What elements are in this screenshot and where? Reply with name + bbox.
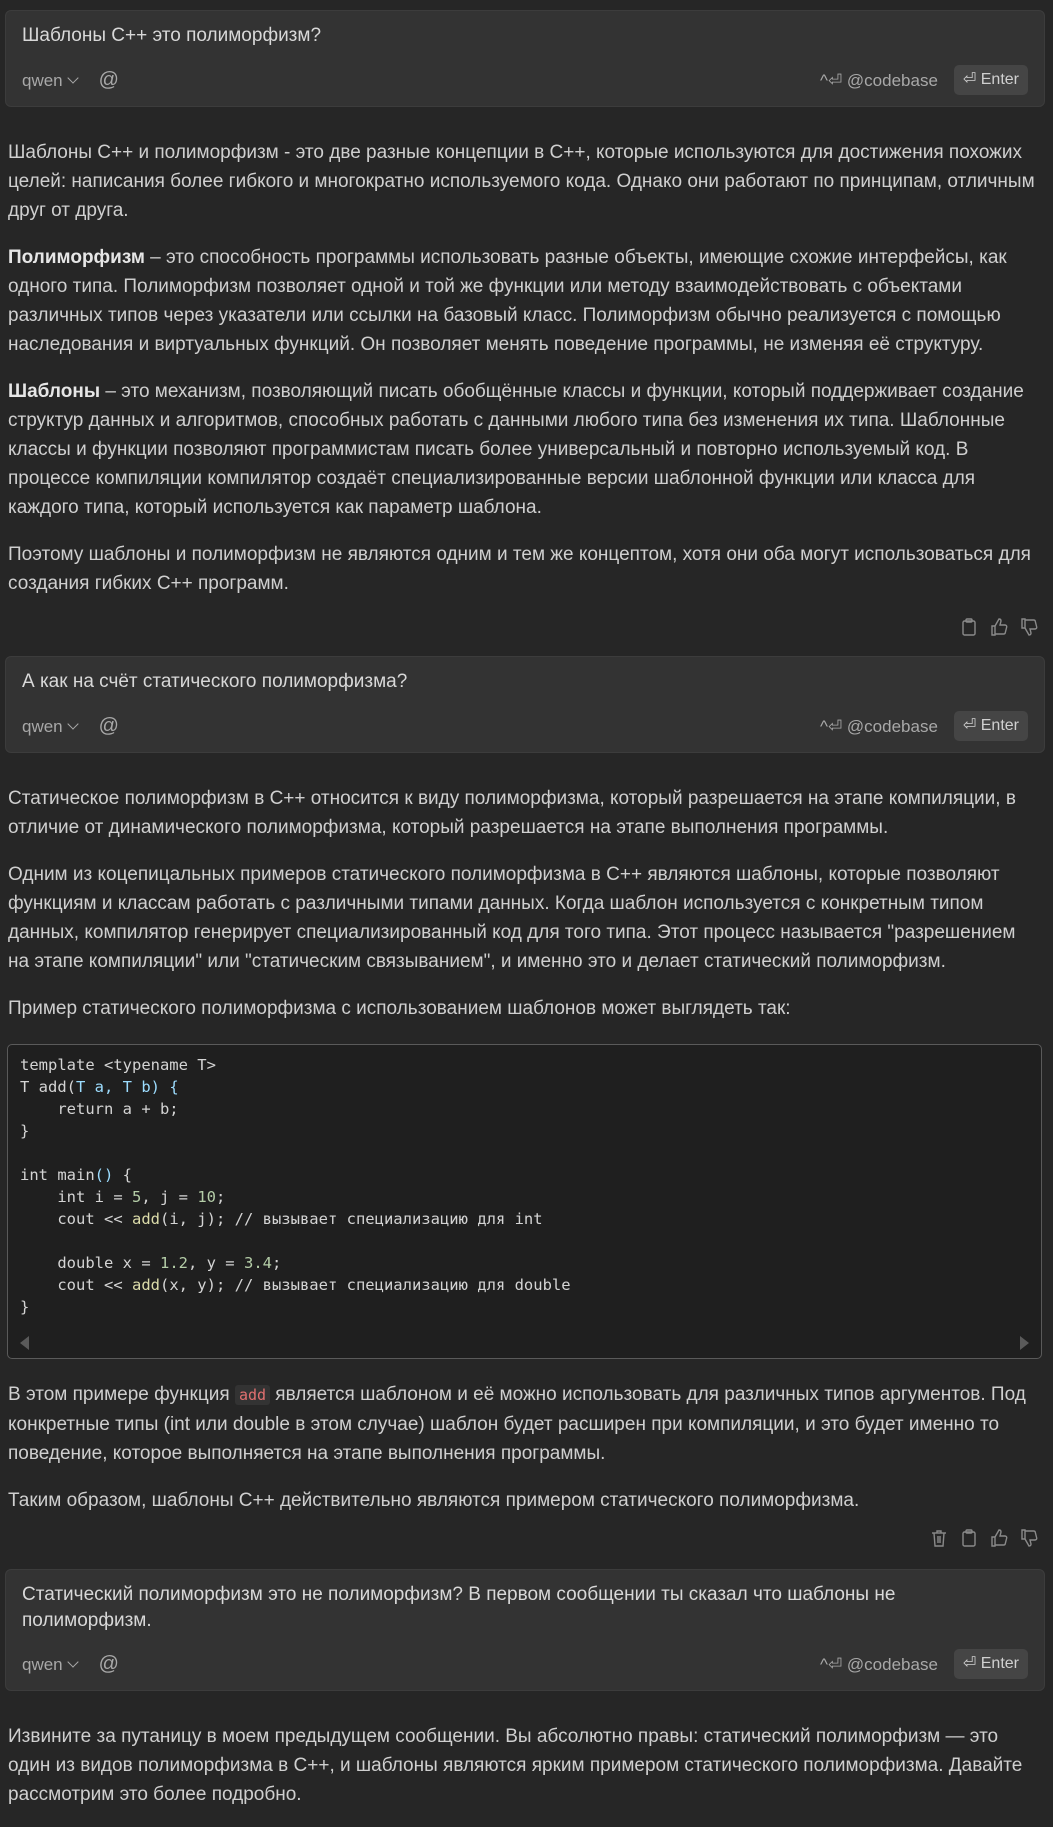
code-block[interactable] [7,1044,1042,1359]
user-message-2[interactable] [5,656,1045,753]
chevron-down-icon [67,1656,78,1667]
code-line: return a + b; [20,1100,179,1118]
at-mention-icon[interactable]: @ [98,714,119,737]
chevron-down-icon [67,72,78,83]
code-token: add [131,1210,160,1228]
answer-paragraph [8,784,1038,842]
codebase-hint[interactable]: ^⏎ @codebase [819,716,938,736]
answer-paragraph [8,860,1038,976]
bold-term: Шаблоны [8,381,101,402]
code-token: T a, T b [76,1078,151,1096]
assistant-answer-2 [8,784,1038,1041]
answer-actions-2 [929,1528,1039,1548]
code-token: double x = [20,1254,160,1272]
user-message-1[interactable] [5,10,1045,107]
thumbs-up-icon[interactable] [989,1528,1009,1548]
paragraph-text: Шаблоны С++ и полиморфизм - это две разные концепции в С++, которые используются для достижения похожих целей: написания более гибкого и многократно используемого кода. Однако они работают по принципам, отличным друг от друга. [8,142,1035,221]
model-name: qwen [22,70,63,90]
code-token: (i, j); // вызывает специализацию для int [159,1210,543,1228]
at-mention-icon[interactable]: @ [98,68,119,91]
code-token: T add( [20,1078,76,1096]
assistant-answer-3 [8,1722,1038,1827]
answer-paragraph [8,243,1038,359]
user-message-3[interactable] [5,1569,1045,1691]
paragraph-text: – это механизм, позволяющий писать обобщённые классы и функции, который поддерживает создание структур данных и алгоритмов, способных работать с данными любого типа без изменения их типа. Шаблонные классы и функции позволяют программистам писать более универсальный и повторно используемый код. В процессе компиляции компилятор создаёт специализированные версии шаблонной функции или класса для каждого типа, который используется как параметр шаблона. [8,381,1024,518]
clipboard-icon[interactable] [959,617,979,637]
user-message-text: Статический полиморфизм это не полиморфизм? В первом сообщении ты сказал что шаблоны не полиморфизм. [22,1584,896,1631]
answer-paragraph [8,1380,1038,1468]
composer-bar [22,66,1028,94]
paragraph-text: – это способность программы использовать разные объекты, имеющие схожие интерфейсы, как одного типа. Полиморфизм позволяет одной и той же функции или методу взаимодействовать с объектами различных типов через указатели или ссылки на базовый класс. Полиморфизм обычно реализуется с помощью наследования и виртуальных функций. Он позволяет менять поведение программы, не изменяя её структуру. [8,247,1007,355]
answer-paragraph [8,994,1038,1023]
scroll-right-arrow-icon[interactable] [1020,1336,1029,1350]
scroll-left-arrow-icon[interactable] [20,1336,29,1350]
code-line: } [20,1298,30,1316]
paragraph-text: Поэтому шаблоны и полиморфизм не являются одним и тем же концептом, хотя они оба могут использоваться для создания гибких С++ программ. [8,544,1031,594]
user-message-text: А как на счёт статического полиморфизма? [22,671,408,692]
trash-icon[interactable] [929,1528,949,1548]
at-mention-icon[interactable]: @ [98,1652,119,1675]
code-token: 1.2 [159,1254,188,1272]
code-token: ) { [150,1078,179,1096]
bold-term: Полиморфизм [8,247,145,268]
thumbs-down-icon[interactable] [1019,1528,1039,1548]
code-token: ; [216,1188,226,1206]
model-name: qwen [22,1654,63,1674]
assistant-answer-1 [8,138,1038,616]
thumbs-down-icon[interactable] [1019,617,1039,637]
model-name: qwen [22,716,63,736]
code-text [20,1054,571,1318]
assistant-answer-2-continued [8,1380,1038,1533]
answer-paragraph [8,1486,1038,1515]
code-token: add [131,1276,160,1294]
paragraph-text: Статическое полиморфизм в C++ относится к виду полиморфизма, который разрешается на этапе компиляции, в отличие от динамического полиморфизма, который разрешается на этапе выполнения программы. [8,788,1016,838]
model-select[interactable] [22,1650,77,1679]
enter-button[interactable]: ⏎ Enter [954,711,1028,741]
paragraph-text: Одним из коцепицальных примеров статического полиморфизма в C++ являются шаблоны, которые позволяют функциям и классам работать с различными типами данных. Когда шаблон используется с конкретным типом данных, компилятор генерирует специализированный код для того типа. Этот процесс называется "разрешением на этапе компиляции" или "статическим связыванием", и именно это и делает статический полиморфизм. [8,864,1016,972]
answer-actions-1 [959,617,1039,637]
code-token: 3.4 [243,1254,272,1272]
code-token: cout << [20,1210,132,1228]
code-token: (x, y); // вызывает специализацию для double [159,1276,571,1294]
composer-bar [22,712,1028,740]
code-token: () [94,1166,114,1184]
answer-paragraph [8,377,1038,522]
code-token: cout << [20,1276,132,1294]
code-token: int main [20,1166,95,1184]
answer-paragraph [8,540,1038,598]
inline-code: add [235,1385,270,1405]
code-token: { [113,1166,132,1184]
codebase-hint[interactable]: ^⏎ @codebase [819,1654,938,1674]
chevron-down-icon [67,718,78,729]
paragraph-text: является шаблоном и её можно использовать для различных типов аргументов. Под конкретные типы (int или double в этом случае) шаблон будет расширен при компиляции, и это будет именно то поведение, которое выполняется на этапе выполнения программы. [8,1384,1026,1464]
paragraph-text: Пример статического полиморфизма с использованием шаблонов может выглядеть так: [8,998,791,1019]
code-token: , y = [187,1254,244,1272]
answer-paragraph [8,138,1038,225]
composer-bar [22,1650,1028,1678]
code-token: int i = [20,1188,132,1206]
code-line: template <typename T> [20,1056,216,1074]
code-line: } [20,1122,30,1140]
codebase-hint[interactable]: ^⏎ @codebase [819,70,938,90]
code-token: 10 [197,1188,216,1206]
model-select[interactable] [22,712,77,741]
enter-button[interactable]: ⏎ Enter [954,1649,1028,1679]
enter-button[interactable]: ⏎ Enter [954,65,1028,95]
code-token: ; [271,1254,282,1272]
code-token: 5 [131,1188,142,1206]
paragraph-text: Извините за путаницу в моем предыдущем сообщении. Вы абсолютно правы: статический полиморфизм — это один из видов полиморфизма в C++, и шаблоны являются ярким примером статического полиморфизма. Давайте рассмотрим это более подробно. [8,1726,1023,1805]
answer-paragraph [8,1722,1038,1809]
paragraph-text: Таким образом, шаблоны С++ действительно являются примером статического полиморфизма. [8,1490,860,1511]
clipboard-icon[interactable] [959,1528,979,1548]
thumbs-up-icon[interactable] [989,617,1009,637]
user-message-text: Шаблоны С++ это полиморфизм? [22,25,322,46]
paragraph-text: В этом примере функция [8,1384,235,1405]
code-token: , j = [141,1188,198,1206]
model-select[interactable] [22,66,77,95]
